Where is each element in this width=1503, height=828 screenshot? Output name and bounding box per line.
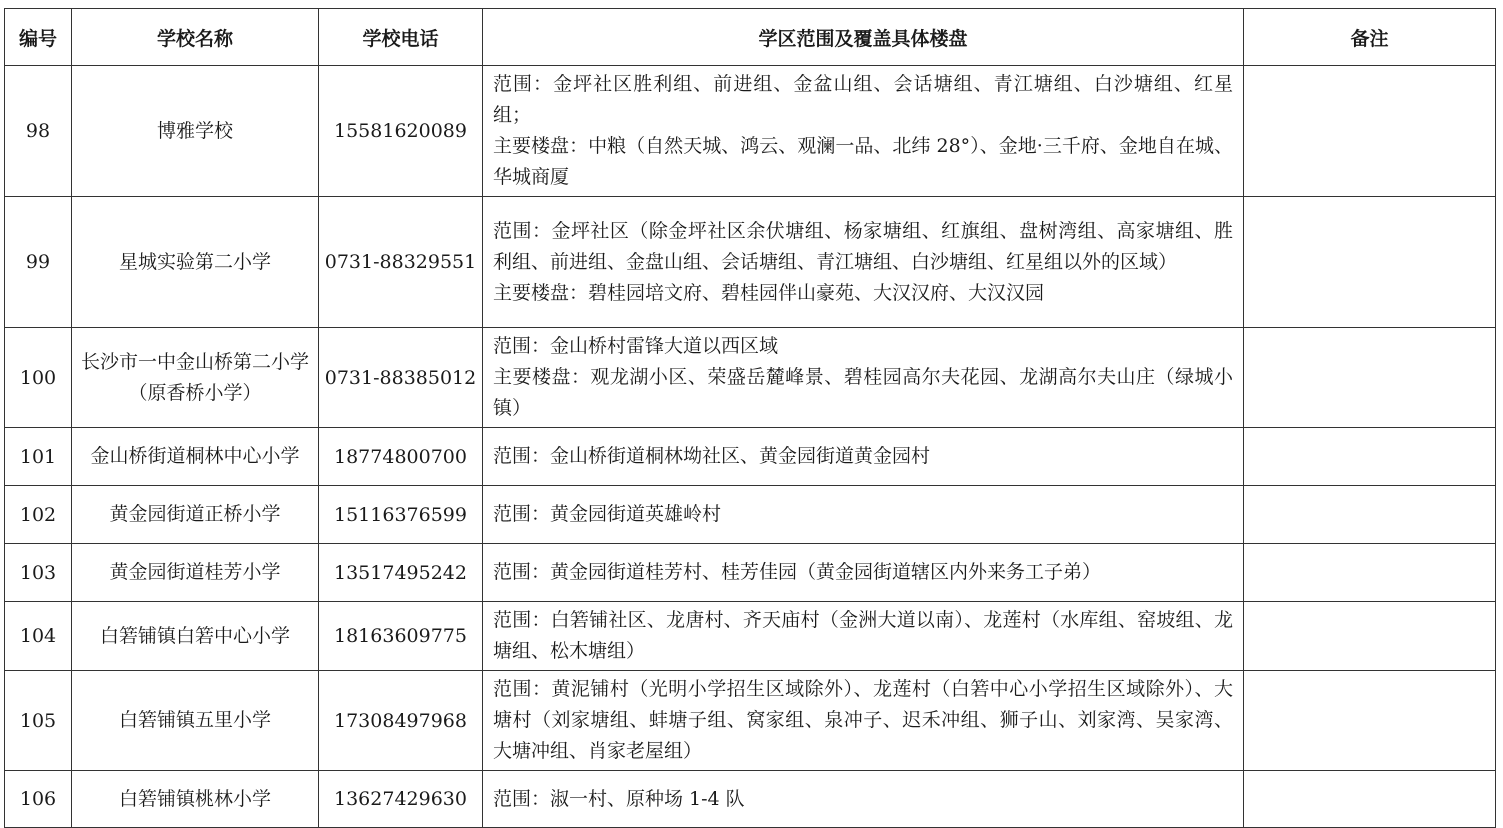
district-range (483, 671, 1244, 771)
header-district-range: 学区范围及覆盖具体楼盘 (483, 9, 1244, 66)
school-phone: 18774800700 (319, 428, 483, 486)
note-cell (1244, 544, 1496, 602)
note-cell (1244, 486, 1496, 544)
district-range (483, 328, 1244, 428)
note-cell (1244, 771, 1496, 828)
range-text: 范围：白箬铺社区、龙唐村、齐天庙村（金洲大道以南）、龙莲村（水库组、窑坡组、龙塘组、松木塘组） (493, 609, 1233, 662)
district-range (483, 197, 1244, 328)
table-row (5, 197, 1496, 328)
table-row (5, 486, 1496, 544)
school-phone: 15116376599 (319, 486, 483, 544)
table-row (5, 328, 1496, 428)
school-phone: 17308497968 (319, 671, 483, 771)
note-cell (1244, 428, 1496, 486)
school-phone: 13627429630 (319, 771, 483, 828)
district-range (483, 66, 1244, 197)
note-cell (1244, 197, 1496, 328)
district-range (483, 428, 1244, 486)
school-phone: 0731-88385012 (319, 328, 483, 428)
estates-text: 主要楼盘：碧桂园培文府、碧桂园伴山豪苑、大汉汉府、大汉汉园 (493, 281, 1045, 304)
header-school-phone: 学校电话 (319, 9, 483, 66)
school-name: 黄金园街道桂芳小学 (72, 544, 319, 602)
note-cell (1244, 66, 1496, 197)
table-row (5, 671, 1496, 771)
range-text: 范围：黄泥铺村（光明小学招生区域除外）、龙莲村（白箬中心小学招生区域除外）、大塘村（刘家塘组、蚌塘子组、窝家组、泉冲子、迟禾冲组、狮子山、刘家湾、吴家湾、大塘冲组、肖家老屋组） (493, 678, 1233, 762)
school-phone: 13517495242 (319, 544, 483, 602)
school-name: 金山桥街道桐林中心小学 (72, 428, 319, 486)
school-phone: 15581620089 (319, 66, 483, 197)
row-number: 105 (5, 671, 72, 771)
school-phone: 0731-88329551 (319, 197, 483, 328)
range-text: 范围：金坪社区胜利组、前进组、金盆山组、会话塘组、青江塘组、白沙塘组、红星组； (493, 73, 1233, 126)
row-number: 103 (5, 544, 72, 602)
school-name: 博雅学校 (72, 66, 319, 197)
header-no: 编号 (5, 9, 72, 66)
table-row (5, 771, 1496, 828)
district-range (483, 771, 1244, 828)
note-cell (1244, 328, 1496, 428)
district-range (483, 544, 1244, 602)
header-school-name: 学校名称 (72, 9, 319, 66)
school-name-line: 长沙市一中金山桥第二小学 (80, 350, 309, 373)
row-number: 104 (5, 602, 72, 671)
row-number: 100 (5, 328, 72, 428)
row-number: 102 (5, 486, 72, 544)
range-text: 范围：黄金园街道英雄岭村 (493, 503, 722, 525)
range-text: 范围：淑一村、原种场 1-4 队 (493, 787, 745, 810)
school-former-name: （原香桥小学） (128, 381, 262, 404)
school-name: 白箬铺镇五里小学 (72, 671, 319, 771)
range-text: 范围：金山桥村雷锋大道以西区域 (493, 335, 779, 357)
row-number: 98 (5, 66, 72, 197)
table-row (5, 66, 1496, 197)
school-name: 白箬铺镇白箬中心小学 (72, 602, 319, 671)
range-text: 范围：金山桥街道桐林坳社区、黄金园街道黄金园村 (493, 445, 931, 467)
table-row (5, 428, 1496, 486)
note-cell (1244, 671, 1496, 771)
school-phone: 18163609775 (319, 602, 483, 671)
range-text: 范围：黄金园街道桂芳村、桂芳佳园（黄金园街道辖区内外来务工子弟） (493, 561, 1102, 583)
estates-text: 主要楼盘：中粮（自然天城、鸿云、观澜一品、北纬 28°）、金地·三千府、金地自在城、华城商厦 (493, 135, 1233, 188)
row-number: 106 (5, 771, 72, 828)
row-number: 101 (5, 428, 72, 486)
table-row (5, 544, 1496, 602)
header-row (5, 9, 1496, 66)
school-name: 星城实验第二小学 (72, 197, 319, 328)
table-row (5, 602, 1496, 671)
district-range (483, 486, 1244, 544)
range-text: 范围：金坪社区（除金坪社区余伏塘组、杨家塘组、红旗组、盘树湾组、高家塘组、胜利组、前进组、金盘山组、会话塘组、青江塘组、白沙塘组、红星组以外的区域） (493, 219, 1233, 273)
header-note: 备注 (1244, 9, 1496, 66)
note-cell (1244, 602, 1496, 671)
estates-text: 主要楼盘：观龙湖小区、荣盛岳麓峰景、碧桂园高尔夫花园、龙湖高尔夫山庄（绿城小镇） (493, 366, 1233, 419)
row-number: 99 (5, 197, 72, 328)
school-name (72, 328, 319, 428)
district-range (483, 602, 1244, 671)
school-name: 黄金园街道正桥小学 (72, 486, 319, 544)
school-name: 白箬铺镇桃林小学 (72, 771, 319, 828)
school-district-table (4, 8, 1496, 828)
